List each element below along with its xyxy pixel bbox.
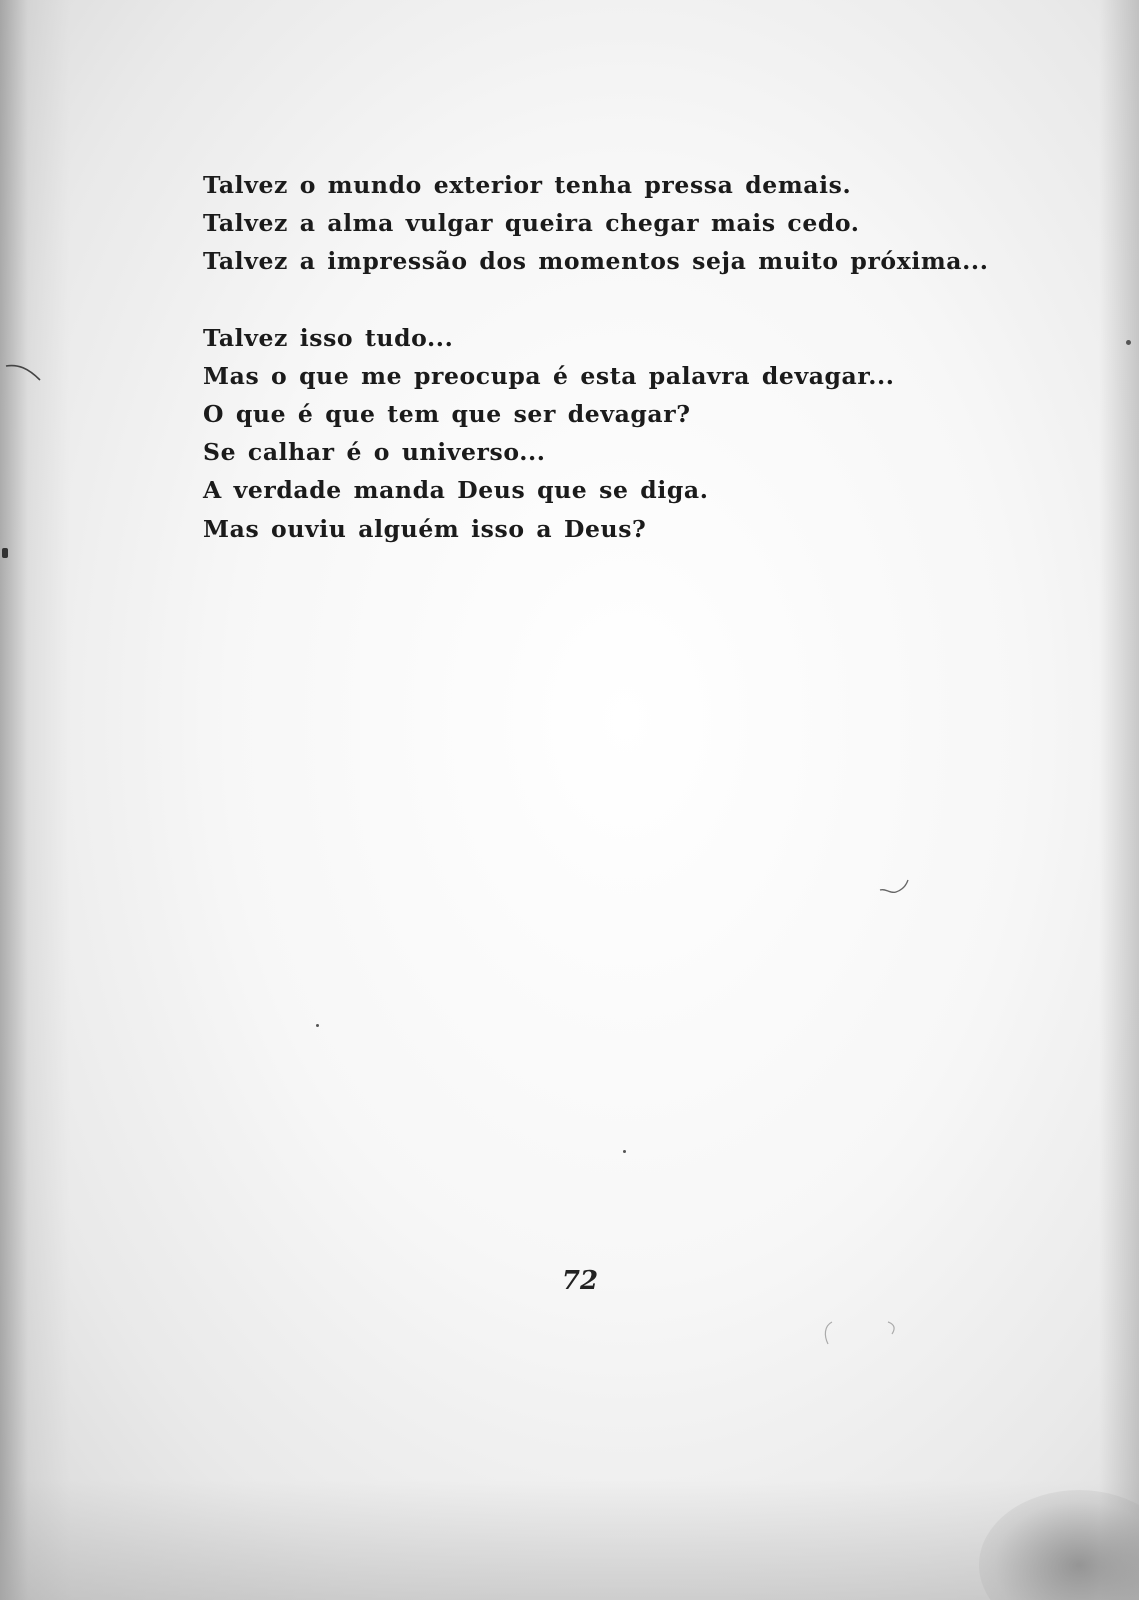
speck	[1126, 340, 1131, 345]
poem-line: Mas o que me preocupa é esta palavra devagar...	[203, 361, 895, 390]
margin-squiggle	[878, 878, 914, 900]
lower-squiggle	[818, 1318, 898, 1348]
poem-line: O que é que tem que ser devagar?	[203, 400, 691, 429]
left-margin-mark	[4, 362, 44, 384]
speck	[623, 1150, 626, 1153]
page-number: 72	[561, 1266, 599, 1296]
poem-line: A verdade manda Deus que se diga.	[203, 476, 709, 505]
stanza-1	[203, 166, 1023, 281]
bottom-edge-shadow	[0, 1480, 1139, 1600]
stanza-2	[203, 319, 1023, 548]
poem-line: Talvez isso tudo...	[203, 323, 454, 352]
poem-line: Talvez o mundo exterior tenha pressa demais.	[203, 171, 852, 199]
binding-shadow	[0, 0, 70, 1600]
poem-line: Talvez a impressão dos momentos seja muito próxima...	[203, 247, 989, 276]
right-edge-shadow	[1099, 0, 1139, 1600]
poem	[203, 166, 1023, 548]
speck	[316, 1024, 319, 1027]
speck	[2, 548, 8, 558]
poem-line: Talvez a alma vulgar queira chegar mais cedo.	[203, 209, 860, 238]
poem-line: Mas ouviu alguém isso a Deus?	[203, 514, 647, 543]
poem-line: Se calhar é o universo...	[203, 438, 546, 467]
